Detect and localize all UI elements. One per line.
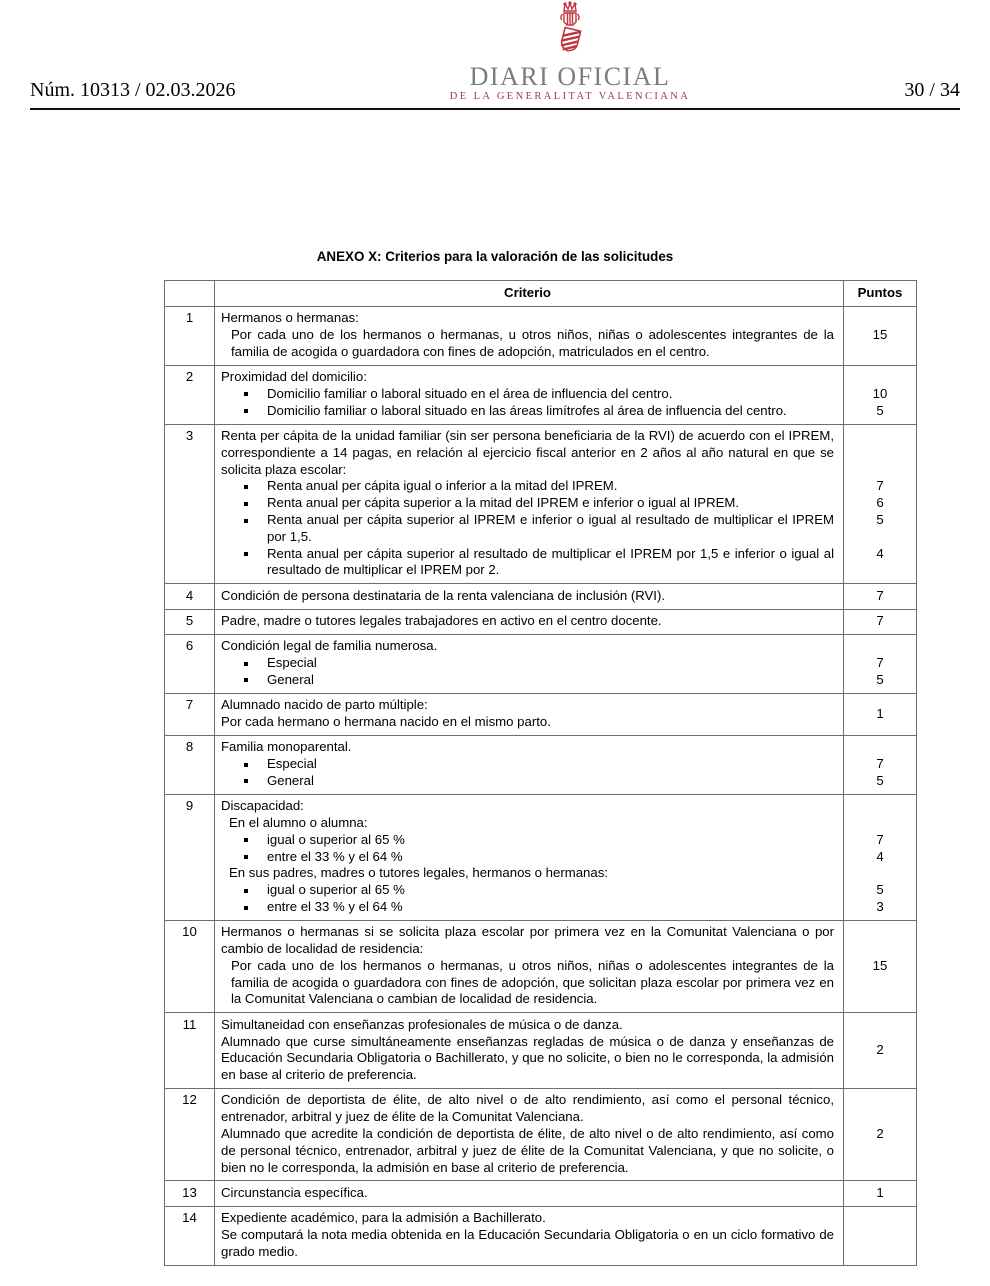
points-value [844,1227,916,1265]
criterio-bullet-item: Especial [215,756,844,773]
table-row [165,584,916,609]
criterio-text: Hermanos o hermanas si se solicita plaza escolar por primera vez en la Comunitat Valenciana o por cambio de localidad de residencia: [215,921,844,958]
bullet-icon [244,662,248,666]
row-number: 10 [165,921,215,1012]
row-number: 1 [165,307,215,365]
points-value: 6 [876,495,884,511]
table-row [165,736,916,795]
points-value: 1 [876,705,884,721]
bullet-icon [244,855,248,859]
bullet-icon [244,763,248,767]
row-number: 12 [165,1089,215,1180]
criterio-text: Hermanos o hermanas: [215,307,844,327]
points-value: 4 [876,545,884,561]
points-value: 7 [876,588,884,603]
logo-title: DIARI OFICIAL [469,62,671,92]
bullet-icon [244,392,248,396]
points-value: 5 [876,882,884,898]
points-value: 7 [876,613,884,629]
criterio-bullet-item: Renta anual per cápita superior al resultado de multiplicar el IPREM por 1,5 e inferior o igual al resultado de multiplicar el IPREM por 2. [215,546,844,584]
table-row [165,635,916,694]
issue-number: Núm. 10313 / 02.03.2026 [30,79,236,101]
criterio-bullet-item: entre el 33 % y el 64 % [215,849,844,866]
row-number: 13 [165,1181,215,1205]
criterio-text: Por cada hermano o hermana nacido en el mismo parto. [215,714,844,735]
criterio-text: Alumnado que acredite la condición de deportista de élite, de alto nivel o de alto rendimiento, así como de personal técnico, entrenador, arbitral y juez de élite de la Comunitat Valenciana, y que no solicite, o bien no le corresponda, la admisión en base al criterio de preferencia. [215,1126,844,1180]
table-row [165,610,916,635]
points-value [844,1207,916,1227]
criterio-text: Condición de persona destinataria de la renta valenciana de inclusión (RVI). [215,584,844,608]
bullet-icon [244,906,248,910]
logo-subtitle: DE LA GENERALITAT VALENCIANA [449,91,691,103]
annex-title: ANEXO X: Criterios para la valoración de las solicitudes [316,249,674,264]
bullet-icon [244,838,248,842]
criterio-text: Familia monoparental. [215,736,844,756]
page-header [0,0,990,110]
points-value: 5 [876,671,884,687]
row-number: 4 [165,584,215,608]
table-row [165,425,916,585]
page-indicator: 30 / 34 [904,79,960,101]
criterio-text: Condición de deportista de élite, de alto nivel o de alto rendimiento, así como el personal técnico, entrenador, arbitral y juez de élite de la Comunitat Valenciana. [215,1089,844,1126]
header-rule [30,108,960,110]
table-row [165,1207,916,1265]
points-value: 7 [876,831,884,847]
points-value: 5 [876,512,884,528]
table-row [165,307,916,366]
row-number: 5 [165,610,215,634]
points-value [844,425,916,479]
points-value [844,635,916,655]
row-number: 8 [165,736,215,794]
points-value [844,865,916,882]
criterio-text: Simultaneidad con enseñanzas profesionales de música o de danza. [215,1013,844,1033]
criterio-bullet-item: Renta anual per cápita superior a la mitad del IPREM e inferior o igual al IPREM. [215,495,844,512]
criterio-bullet-item: Especial [215,655,844,672]
table-row [165,366,916,425]
criterio-bullet-item: Renta anual per cápita igual o inferior a la mitad del IPREM. [215,478,844,495]
criteria-table-body [165,307,916,1265]
criterio-bullet-item: igual o superior al 65 % [215,832,844,849]
criterio-bullet-item: Renta anual per cápita superior al IPREM e inferior o igual al resultado de multiplicar el IPREM por 1,5. [215,512,844,546]
bullet-icon [244,485,248,489]
row-number: 7 [165,694,215,735]
criterio-text: Por cada uno de los hermanos o hermanas, u otros niños, niñas o adolescentes integrantes de la familia de acogida o guardadora con fines de adopción, matriculados en el centro. [215,327,844,365]
criterio-text: Alumnado nacido de parto múltiple: [215,694,844,714]
criterio-text: Alumnado que curse simultáneamente enseñanzas regladas de música o de danza y enseñanzas de Educación Secundaria Obligatoria o Bachillerato, y que no solicite, o bien no le corresponda, la admisión en base al criterio de preferencia. [215,1034,844,1088]
criterio-bullet-item: Domicilio familiar o laboral situado en las áreas limítrofes al área de influencia del centro. [215,403,844,424]
bullet-icon [244,889,248,893]
table-row [165,694,916,736]
bullet-icon [244,552,248,556]
points-value: 3 [876,899,884,914]
points-value: 7 [876,478,884,494]
criterio-text: Circunstancia específica. [215,1181,844,1205]
row-number: 2 [165,366,215,424]
criterio-text: En el alumno o alumna: [215,815,844,832]
points-value: 4 [876,848,884,864]
gazette-logo [450,1,690,108]
criterio-bullet-item: igual o superior al 65 % [215,882,844,899]
criterio-text: Discapacidad: [215,795,844,815]
row-number: 9 [165,795,215,920]
points-value: 1 [876,1185,884,1201]
table-row [165,921,916,1013]
criterio-text: Renta per cápita de la unidad familiar (sin ser persona beneficiaria de la RVI) de acuerdo con el IPREM, correspondiente a 14 pagas, en relación al ejercicio fiscal anterior en 2 años al año natural en que se solicita plaza escolar: [215,425,844,479]
table-row [165,1181,916,1206]
criterio-text: Padre, madre o tutores legales trabajadores en activo en el centro docente. [215,610,844,634]
points-value: 7 [876,756,884,772]
table-header-row [165,281,916,307]
bullet-icon [244,519,248,523]
points-value: 7 [876,655,884,671]
points-value [844,366,916,386]
bullet-icon [244,779,248,783]
points-value: 10 [872,385,888,401]
points-value: 2 [876,1126,884,1142]
criterio-text: Por cada uno de los hermanos o hermanas, u otros niños, niñas o adolescentes integrantes de la familia de acogida o guardadora con fines de adopción, que solicitan plaza escolar por primera vez en la Comunitat Valenciana o cambian de localidad de residencia. [215,958,844,1012]
row-number: 3 [165,425,215,584]
criterio-text: Expediente académico, para la admisión a Bachillerato. [215,1207,844,1227]
criterio-bullet-item: General [215,672,844,693]
criterio-text: Se computará la nota media obtenida en la Educación Secundaria Obligatoria o en un ciclo formativo de grado medio. [215,1227,844,1265]
criteria-table [164,280,917,1266]
points-value: 5 [876,772,884,788]
table-row [165,795,916,921]
points-value: 15 [872,327,888,343]
points-value: 5 [876,402,884,418]
criterio-text: Condición legal de familia numerosa. [215,635,844,655]
criterio-bullet-item: entre el 33 % y el 64 % [215,899,844,920]
criterio-bullet-item: General [215,773,844,794]
header-criterio: Criterio [215,281,844,306]
header-num-cell [165,281,215,306]
points-value [844,795,916,815]
row-number: 11 [165,1013,215,1088]
points-value [844,736,916,756]
table-row [165,1089,916,1181]
points-value: 15 [872,958,888,974]
criterio-text: En sus padres, madres o tutores legales, hermanos o hermanas: [215,865,844,882]
criterio-text: Proximidad del domicilio: [215,366,844,386]
header-puntos: Puntos [857,285,903,300]
bullet-icon [244,409,248,413]
criterio-bullet-item: Domicilio familiar o laboral situado en el área de influencia del centro. [215,386,844,403]
row-number: 6 [165,635,215,693]
bullet-icon [244,502,248,506]
bullet-icon [244,678,248,682]
gva-emblem-icon [553,1,587,62]
table-row [165,1013,916,1089]
points-value: 2 [876,1042,884,1058]
row-number: 14 [165,1207,215,1265]
points-value [844,815,916,832]
